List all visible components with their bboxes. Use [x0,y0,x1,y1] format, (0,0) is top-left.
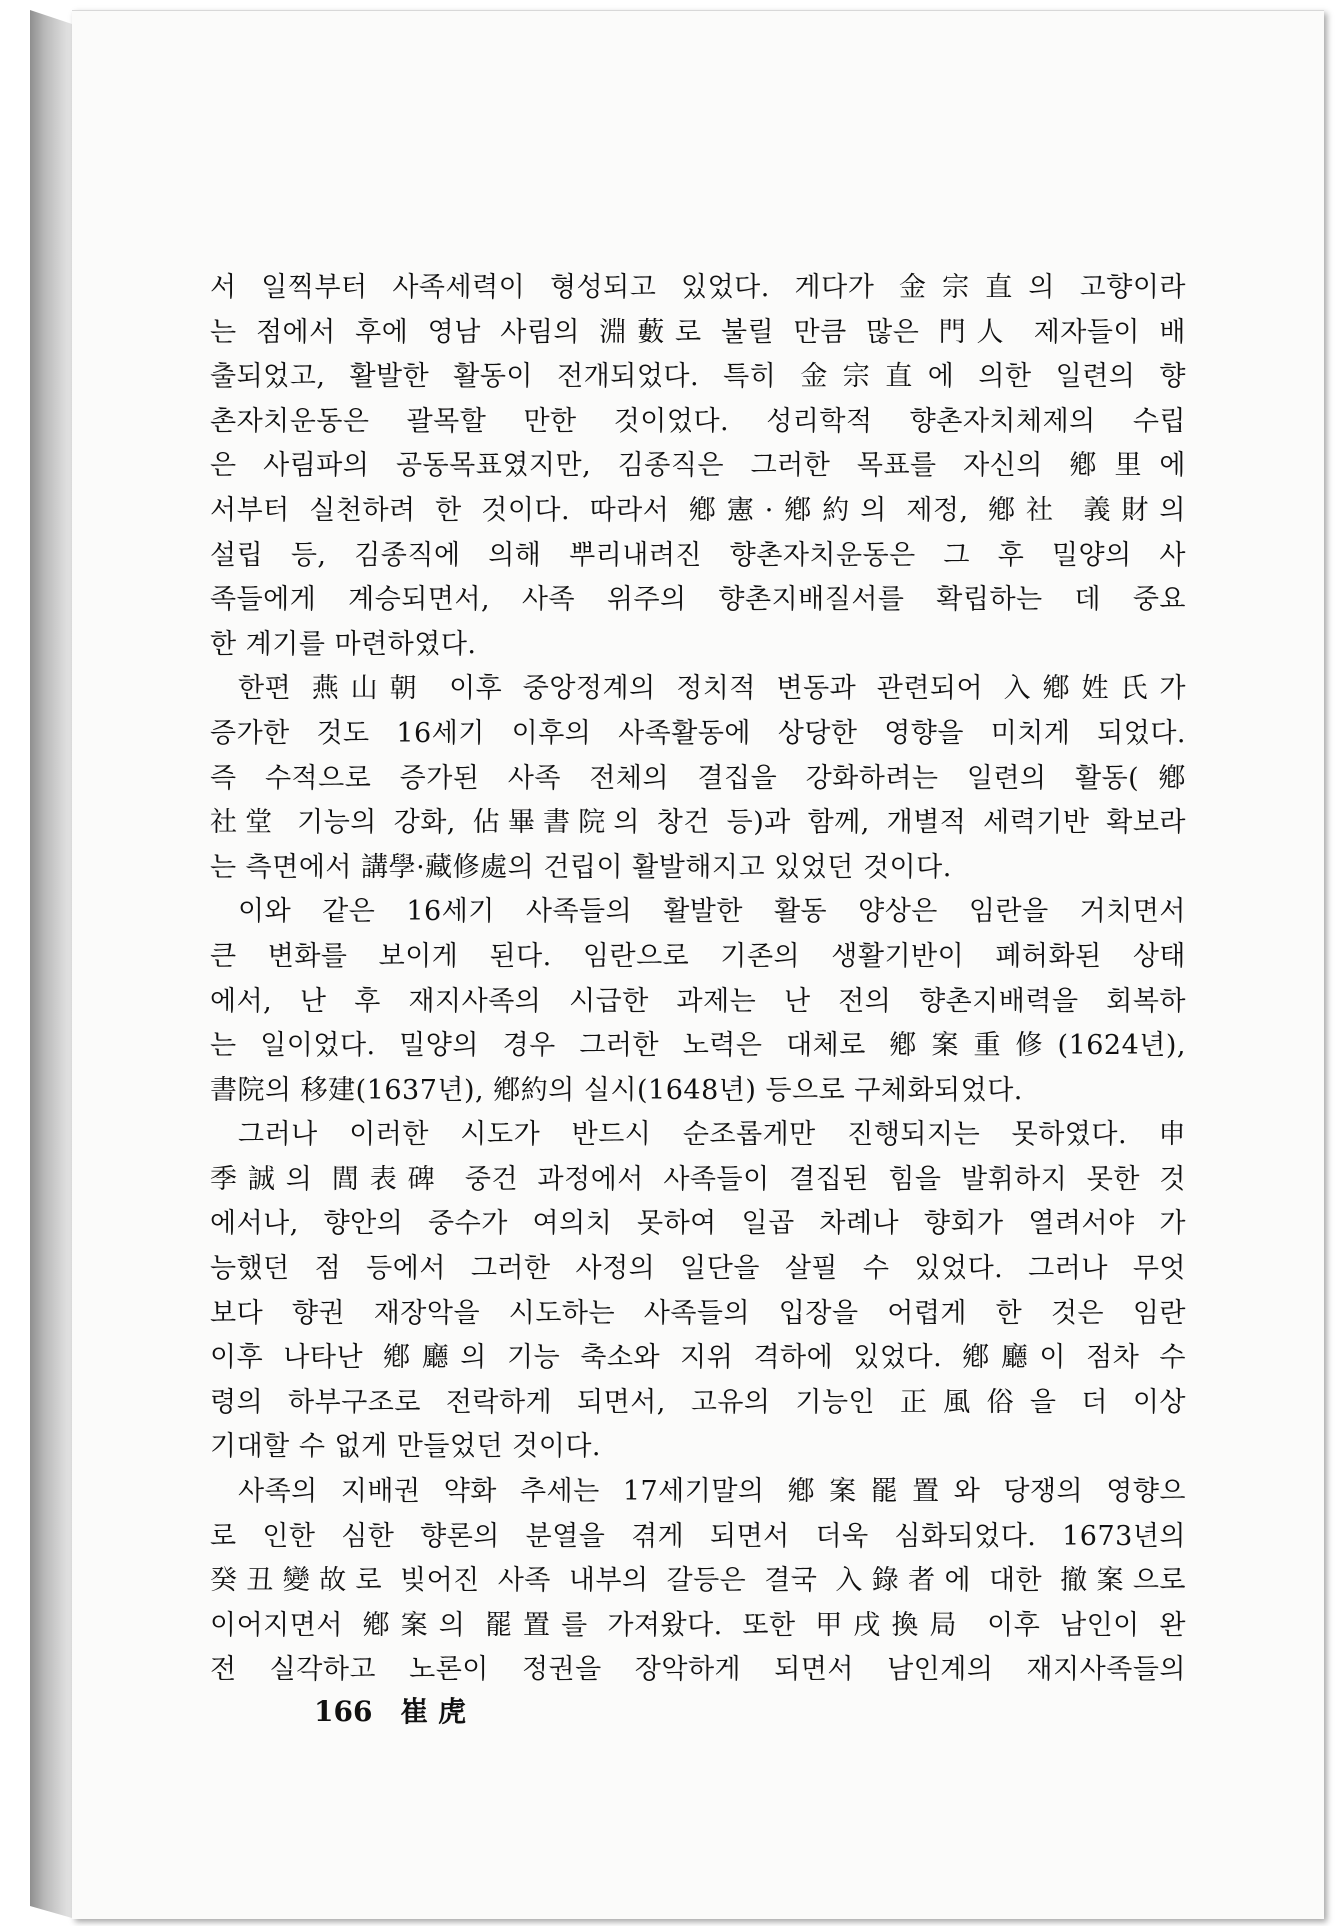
text-line: 서 일찍부터 사족세력이 형성되고 있었다. 게다가 金宗直의 고향이라 [210,272,1186,303]
book-spine [30,10,72,1918]
text-line: 社堂 기능의 강화, 佔畢書院의 창건 등)과 함께, 개별적 세력기반 확보라 [210,807,1186,839]
text-line: 이어지면서 鄕案의 罷置를 가져왔다. 또한 甲戌換局 이후 남인이 완 [210,1609,1186,1641]
text-line: 書院의 移建(1637년), 鄕約의 실시(1648년) 등으로 구체화되었다. [210,1074,1023,1106]
text-line: 로 인한 심한 향론의 분열을 겪게 되면서 더욱 심화되었다. 1673년의 [210,1520,1186,1552]
text-line: 는 측면에서 講學·藏修處의 건립이 활발해지고 있었던 것이다. [210,851,952,883]
text-line: 족들에게 계승되면서, 사족 위주의 향촌지배질서를 확립하는 데 중요 [210,584,1186,616]
text-line: 기대할 수 없게 만들었던 것이다. [210,1431,601,1463]
page-footer [314,1690,484,1730]
text-line: 사족의 지배권 약화 추세는 17세기말의 鄕案罷置와 당쟁의 영향으 [238,1476,1186,1508]
text-line: 은 사림파의 공동목표였지만, 김종직은 그러한 목표를 자신의 鄕里에 [210,450,1186,482]
text-line: 는 점에서 후에 영남 사림의 淵藪로 불릴 만큼 많은 門人 제자들이 배 [210,316,1186,348]
text-line: 큰 변화를 보이게 된다. 임란으로 기존의 생활기반이 폐허화된 상태 [210,940,1186,972]
text-line: 즉 수적으로 증가된 사족 전체의 결집을 강화하려는 일련의 활동(鄕 [210,762,1186,794]
text-line: 이후 나타난 鄕廳의 기능 축소와 지위 격하에 있었다. 鄕廳이 점차 수 [210,1342,1186,1374]
text-line: 한편 燕山朝 이후 중앙정계의 정치적 변동과 관련되어 入鄕姓氏가 [238,673,1186,705]
text-line: 서부터 실천하려 한 것이다. 따라서 鄕憲·鄕約의 제정, 鄕社 義財의 [210,494,1186,526]
page-number: 166 [314,1695,373,1728]
text-line: 설립 등, 김종직에 의해 뿌리내려진 향촌자치운동은 그 후 밀양의 사 [210,539,1186,571]
text-line: 는 일이었다. 밀양의 경우 그러한 노력은 대체로 鄕案重修(1624년), [210,1030,1186,1062]
text-line: 그러나 이러한 시도가 반드시 순조롭게만 진행되지는 못하였다. 申 [238,1119,1186,1151]
text-line: 전 실각하고 노론이 정권을 장악하게 되면서 남인계의 재지사족들의 [210,1654,1186,1686]
text-line: 출되었고, 활발한 활동이 전개되었다. 특히 金宗直에 의한 일련의 향 [210,361,1186,393]
text-line: 보다 향권 재장악을 시도하는 사족들의 입장을 어렵게 한 것은 임란 [210,1297,1186,1329]
text-line: 증가한 것도 16세기 이후의 사족활동에 상당한 영향을 미치게 되었다. [210,717,1186,749]
text-line: 癸丑變故로 빚어진 사족 내부의 갈등은 결국 入錄者에 대한 撤案으로 [210,1565,1186,1597]
text-line: 령의 하부구조로 전락하게 되면서, 고유의 기능인 正風俗을 더 이상 [210,1386,1186,1418]
text-line: 능했던 점 등에서 그러한 사정의 일단을 살필 수 있었다. 그러나 무엇 [210,1253,1186,1285]
body-text [210,266,1186,1693]
text-line: 이와 같은 16세기 사족들의 활발한 활동 양상은 임란을 거치면서 [238,896,1186,928]
text-line: 季誠의 閭表碑 중건 과정에서 사족들이 결집된 힘을 발휘하지 못한 것 [210,1163,1186,1195]
author-name: 崔 虎 [400,1695,466,1728]
text-line: 한 계기를 마련하였다. [210,628,477,660]
text-line: 촌자치운동은 괄목할 만한 것이었다. 성리학적 향촌자치체제의 수립 [210,405,1186,437]
text-line: 에서, 난 후 재지사족의 시급한 과제는 난 전의 향촌지배력을 회복하 [210,985,1186,1017]
text-line: 에서나, 향안의 중수가 여의치 못하여 일곱 차례나 향회가 열려서야 가 [210,1208,1186,1240]
